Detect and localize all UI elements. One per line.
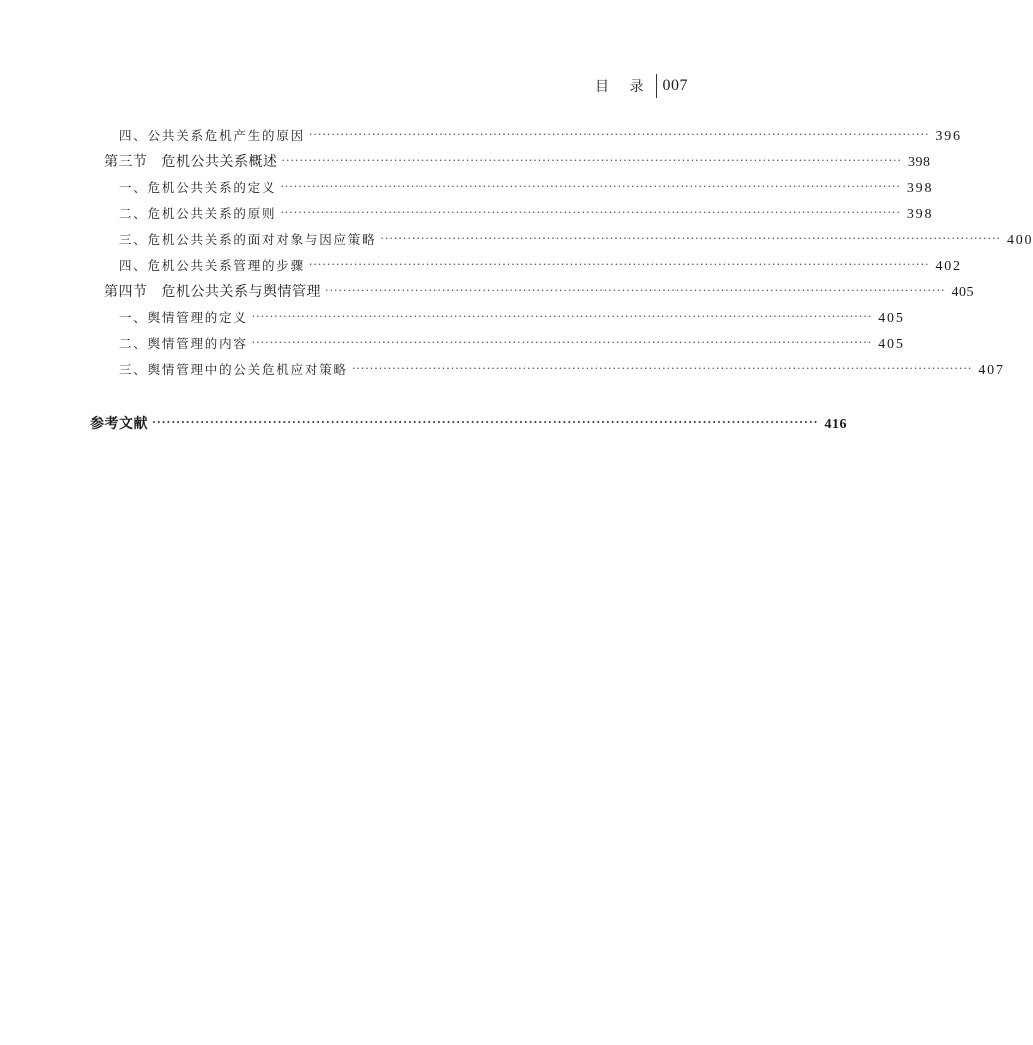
header-title: 目 录 <box>595 79 652 95</box>
toc-entry-title: 危机公共关系与舆情管理 <box>161 284 321 300</box>
toc-entry-page: 405 <box>951 285 975 300</box>
toc-leader-dots: ·········································································································································· <box>251 310 873 323</box>
toc-section-number: 第三节 <box>104 154 148 170</box>
toc-entry-title: 四、危机公共关系管理的步骤 <box>119 258 305 273</box>
toc-leader-dots: ·········································································································································· <box>380 232 1001 245</box>
toc-entry[interactable] <box>119 254 962 278</box>
toc-leader-dots: ·········································································································································· <box>280 180 901 193</box>
toc-entry-title: 三、舆情管理中的公关危机应对策略 <box>119 362 348 377</box>
toc-section-number: 第四节 <box>104 284 148 300</box>
toc-entry-title: 参考文献 <box>90 416 148 432</box>
toc-entry[interactable] <box>119 176 934 200</box>
toc-entry-page: 407 <box>978 363 1005 378</box>
toc-entry-page: 398 <box>908 155 931 170</box>
toc-entry-title: 二、舆情管理的内容 <box>119 336 248 351</box>
toc-leader-dots: ·········································································································································· <box>308 258 930 271</box>
running-header <box>595 74 688 98</box>
toc-entry[interactable] <box>119 228 1033 252</box>
toc-entry-title: 一、舆情管理的定义 <box>119 310 248 325</box>
toc-entry-page: 416 <box>824 417 847 432</box>
toc-leader-dots: ·········································································································································· <box>325 284 946 297</box>
toc-references-entry[interactable] <box>90 412 847 436</box>
toc-entry-page: 405 <box>878 337 905 352</box>
toc-entry-title: 四、公共关系危机产生的原因 <box>119 128 305 143</box>
toc-entry-title: 三、危机公共关系的面对对象与因应策略 <box>119 232 377 247</box>
toc-section-entry[interactable] <box>104 150 931 174</box>
toc-entry[interactable] <box>119 202 934 226</box>
header-page-number: 007 <box>662 77 688 94</box>
header-divider <box>656 74 657 98</box>
toc-section-entry[interactable] <box>104 280 975 304</box>
toc-leader-dots: ·········································································································································· <box>280 206 901 219</box>
toc-entry-title: 二、危机公共关系的原则 <box>119 206 277 221</box>
toc-entry-page: 402 <box>935 259 962 274</box>
toc-leader-dots: ·········································································································································· <box>351 362 973 375</box>
toc-leader-dots: ·········································································································································· <box>251 336 873 349</box>
toc-entry-page: 405 <box>878 311 905 326</box>
toc-entry-page: 398 <box>906 207 934 222</box>
toc-entry[interactable] <box>119 306 905 330</box>
toc-entry-page: 400 <box>1006 233 1033 248</box>
toc-entry-title: 危机公共关系概述 <box>161 154 278 170</box>
toc-entry-page: 398 <box>906 181 934 196</box>
toc-leader-dots: ·········································································································································· <box>281 154 903 167</box>
toc-leader-dots: ·········································································································································· <box>152 416 819 429</box>
toc-entry[interactable] <box>119 358 1005 382</box>
toc-leader-dots: ·········································································································································· <box>308 128 930 141</box>
toc-entry-title: 一、危机公共关系的定义 <box>119 180 277 195</box>
toc-entry-page: 396 <box>935 129 962 144</box>
toc-entry[interactable] <box>119 124 962 148</box>
toc-entry[interactable] <box>119 332 905 356</box>
